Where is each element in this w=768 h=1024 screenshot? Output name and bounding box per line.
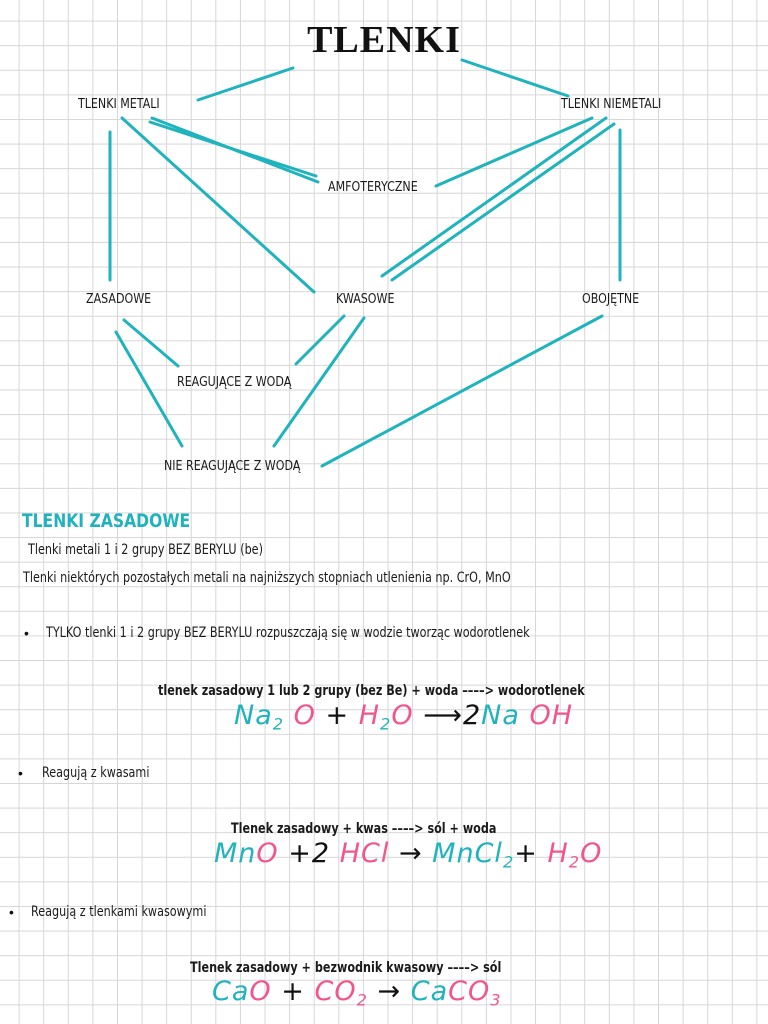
bullet-dot: • <box>24 625 29 641</box>
node-tlenki-metali: TLENKI METALI <box>78 96 160 112</box>
line-zasadowe-nie <box>116 332 182 446</box>
eq2-plus: + <box>288 838 312 869</box>
eq1-na-sub: 2 <box>272 714 285 734</box>
equation-3 <box>212 976 502 1010</box>
node-obojetne: OBOJĘTNE <box>582 291 640 307</box>
eq2-mncl: MnCl <box>432 838 503 869</box>
eq1-coef: 2 <box>462 700 482 731</box>
eq3-co: CO <box>314 976 357 1007</box>
eq3-arrow: → <box>377 976 402 1007</box>
equation-1 <box>234 700 573 734</box>
section-line-2: Tlenki niektórych pozostałych metali na najniższych stopniach utlenienia np. CrO, MnO <box>23 570 511 586</box>
node-amfoteryczne: AMFOTERYCZNE <box>328 179 418 195</box>
section-heading: TLENKI ZASADOWE <box>22 510 191 532</box>
line-niemetali-amfo <box>436 118 592 186</box>
node-nie-reagujace: NIE REAGUJĄCE Z WODĄ <box>164 458 301 474</box>
eq1-na: Na <box>234 700 273 731</box>
eq2-plus2: + <box>514 838 538 869</box>
bullet-text-2: Reagują z kwasami <box>42 765 150 781</box>
eq1-h-sub: 2 <box>380 714 392 734</box>
eq2-o: O <box>256 838 279 869</box>
equation-2 <box>214 838 602 872</box>
eq1-plus: + <box>325 700 350 731</box>
line-obojetne-nie <box>322 316 602 466</box>
eq2-hcl: HCl <box>339 838 390 869</box>
diagram-lines <box>0 0 768 480</box>
page-title: TLENKI <box>307 19 461 61</box>
eq1-o: O <box>293 700 316 731</box>
rule-3: Tlenek zasadowy + bezwodnik kwasowy ––––> sól <box>190 960 502 976</box>
node-reagujace: REAGUJĄCE Z WODĄ <box>177 374 292 390</box>
eq3-co-sub: 2 <box>356 990 368 1010</box>
bullet-text-1: TYLKO tlenki 1 i 2 grupy BEZ BERYLU rozpuszczają się w wodzie tworząc wodorotlenek <box>46 625 530 641</box>
eq1-arrow: ⟶ <box>423 700 463 731</box>
line-niemetali-kwasowe-1 <box>382 118 606 276</box>
eq1-oh: OH <box>529 700 574 731</box>
eq2-coef: 2 <box>311 838 331 869</box>
eq3-ca2: Ca <box>410 976 449 1007</box>
eq3-ca: Ca <box>212 976 250 1007</box>
eq3-co3-sub: 3 <box>490 990 502 1010</box>
eq2-h: H <box>547 838 569 869</box>
eq2-o2: O <box>580 838 603 869</box>
rule-1: tlenek zasadowy 1 lub 2 grupy (bez Be) + woda ––––> wodorotlenek <box>158 683 585 699</box>
eq1-na2: Na <box>481 700 520 731</box>
eq3-plus: + <box>281 976 305 1007</box>
section-line-1: Tlenki metali 1 i 2 grupy BEZ BERYLU (be) <box>28 542 263 558</box>
line-title-metali <box>198 68 293 100</box>
line-niemetali-kwasowe-2 <box>392 124 614 280</box>
eq2-arrow: → <box>398 838 423 869</box>
eq3-co3: CO <box>448 976 491 1007</box>
bullet-dot: • <box>18 765 23 781</box>
node-tlenki-niemetali: TLENKI NIEMETALI <box>561 96 662 112</box>
eq2-h-sub: 2 <box>568 852 581 872</box>
bullet-text-3: Reagują z tlenkami kwasowymi <box>31 904 207 920</box>
eq2-mn: Mn <box>214 838 257 869</box>
line-title-niemetali <box>462 60 568 96</box>
eq1-h: H <box>358 700 381 731</box>
node-zasadowe: ZASADOWE <box>86 291 152 307</box>
eq1-o2: O <box>391 700 414 731</box>
node-kwasowe: KWASOWE <box>336 291 395 307</box>
eq2-mncl-sub: 2 <box>502 852 515 872</box>
rule-2: Tlenek zasadowy + kwas ––––> sól + woda <box>231 821 497 837</box>
eq3-o: O <box>249 976 272 1007</box>
bullet-dot: • <box>9 904 14 920</box>
